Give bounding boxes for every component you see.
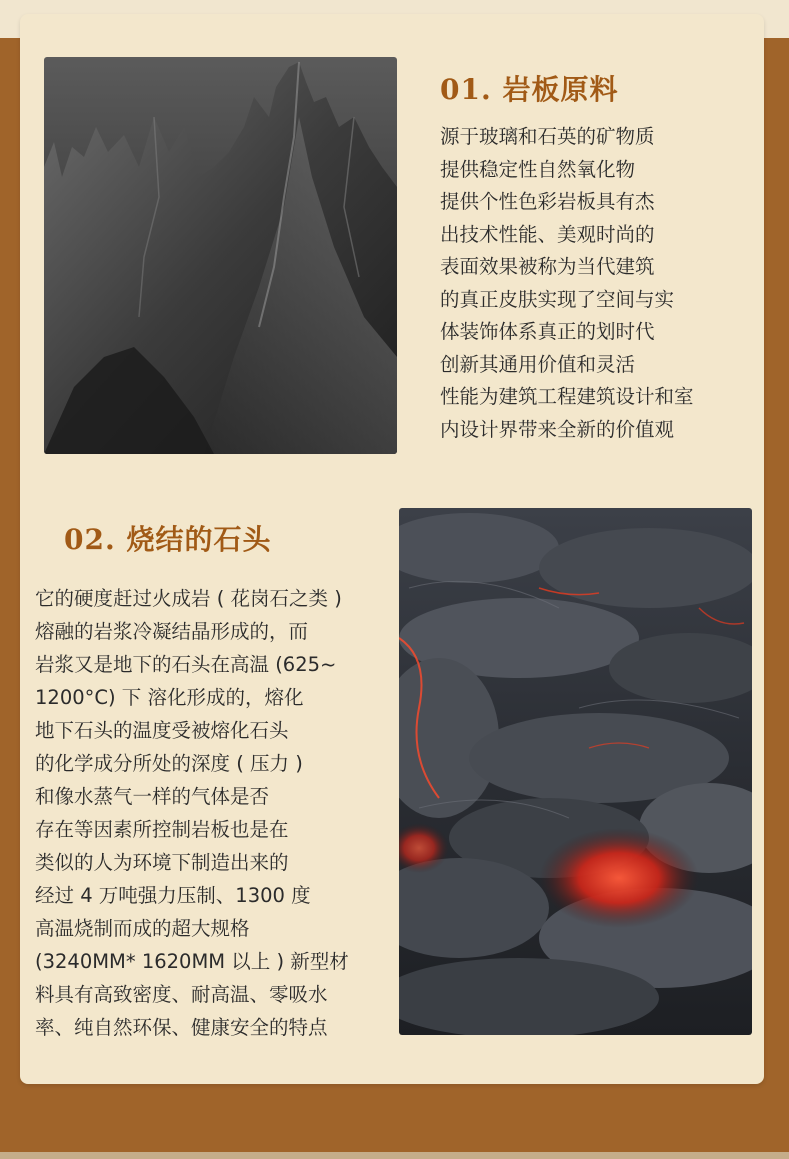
text-line: 高温烧制而成的超大规格 [35, 917, 250, 940]
mountain-image [44, 57, 397, 454]
text-line: 内设计界带来全新的价值观 [440, 417, 675, 441]
text-line: 源于玻璃和石英的矿物质 [440, 125, 655, 148]
text-line: 提供个性色彩岩板具有杰 [440, 190, 655, 213]
text-line: 熔融的岩浆冷凝结晶形成的，而 [35, 620, 309, 643]
mountain-photo [44, 57, 397, 454]
section-heading: 01. 岩板原料 [440, 73, 619, 106]
text-line: 料具有高致密度、耐高温、零吸水 [35, 983, 328, 1006]
text-line: 创新其通用价值和灵活 [440, 352, 636, 376]
text-line: 和像水蒸气一样的气体是否 [35, 785, 270, 808]
section-heading: 02. 烧结的石头 [64, 523, 272, 556]
text-line: 率、纯自然环保、健康安全的特点 [35, 1016, 328, 1039]
text-line: 经过 4 万吨强力压制、1300 度 [35, 884, 311, 907]
text-line: 地下石头的温度受被熔化石头 [35, 719, 289, 742]
text-line: 1200°C) 下 溶化形成的，熔化 [35, 686, 304, 709]
text-line: 的真正皮肤实现了空间与实 [440, 287, 675, 311]
text-line: 表面效果被称为当代建筑 [440, 255, 655, 278]
lava-photo [399, 508, 752, 1035]
text-line: 它的硬度赶过火成岩 ( 花岗石之类 ) [35, 587, 342, 610]
text-line: (3240MM* 1620MM 以上 ) 新型材 [35, 950, 349, 973]
text-line: 类似的人为环境下制造出来的 [35, 851, 289, 874]
text-line: 性能为建筑工程建筑设计和室 [440, 385, 694, 408]
text-line: 提供稳定性自然氧化物 [440, 157, 636, 181]
content-card [20, 14, 764, 1084]
lava-image [399, 508, 752, 1035]
section-body-text [440, 121, 694, 446]
text-line: 的化学成分所处的深度 ( 压力 ) [35, 752, 303, 775]
section-body-text [35, 582, 349, 1044]
text-line: 出技术性能、美观时尚的 [440, 222, 655, 246]
text-line: 体装饰体系真正的划时代 [440, 320, 655, 343]
text-line: 岩浆又是地下的石头在高温 (625~ [35, 653, 337, 676]
bottom-strip [0, 1152, 789, 1159]
text-line: 存在等因素所控制岩板也是在 [35, 818, 289, 841]
